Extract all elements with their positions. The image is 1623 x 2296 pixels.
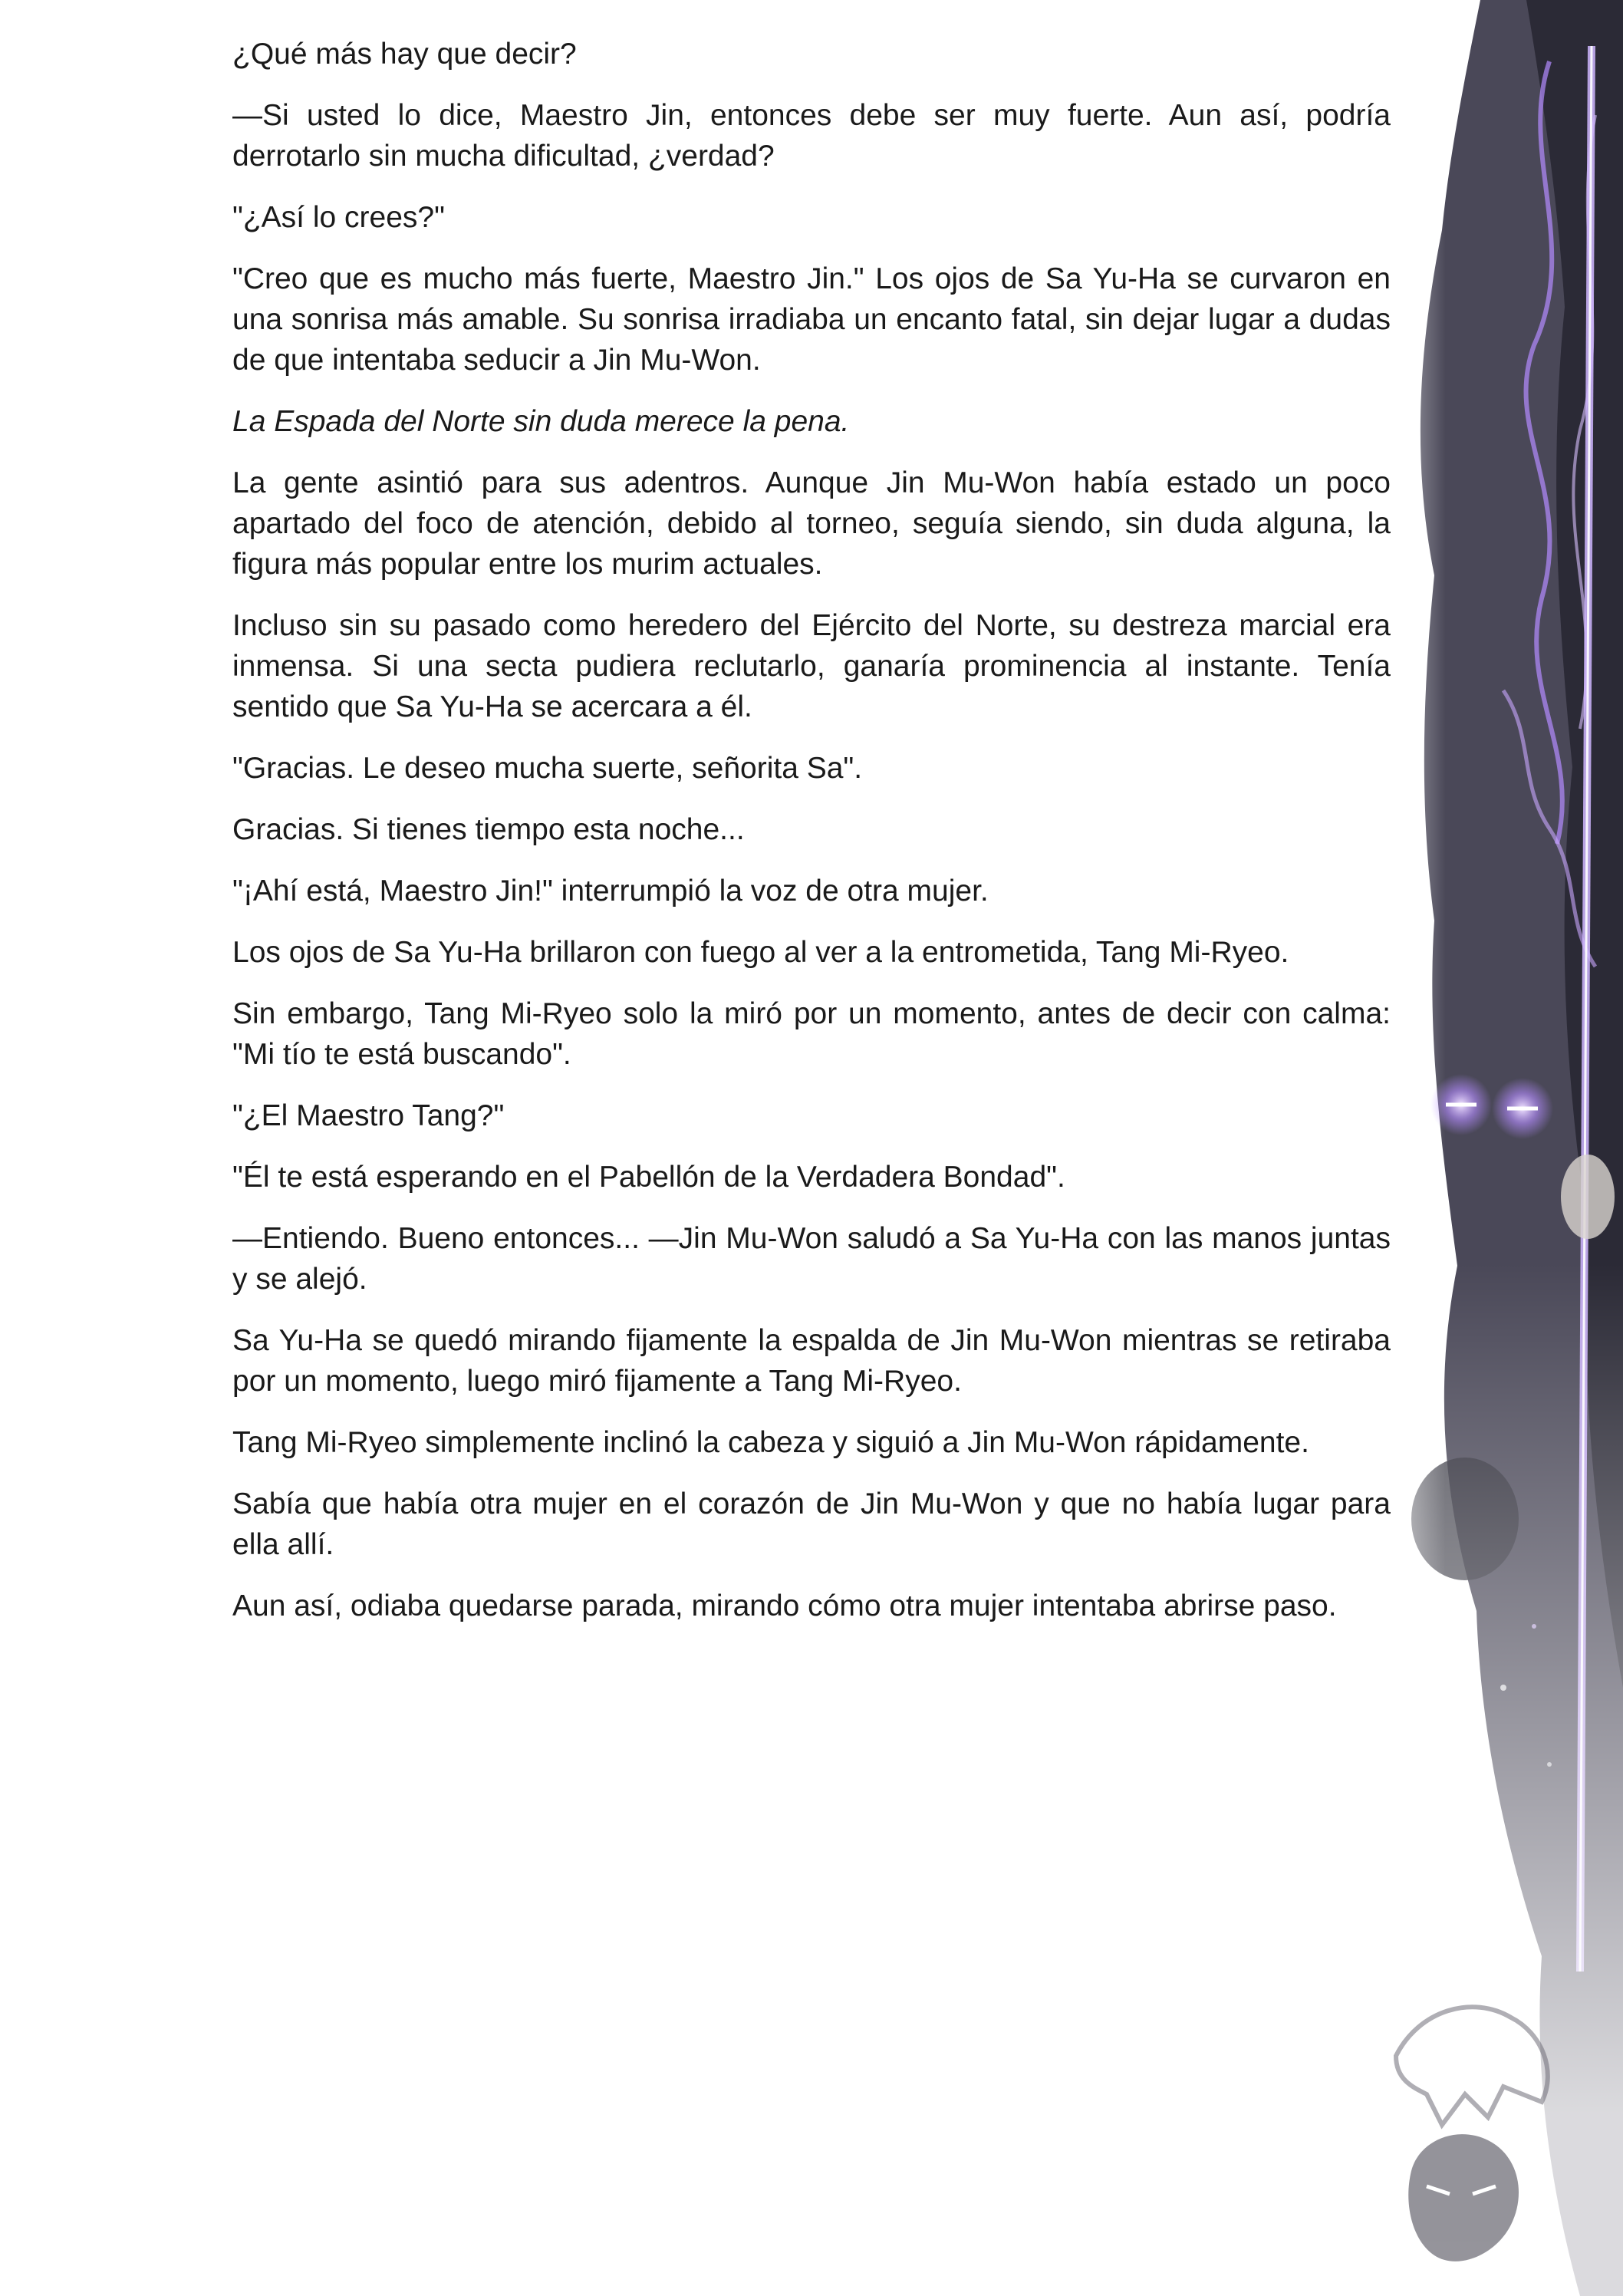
paragraph: Sin embargo, Tang Mi-Ryeo solo la miró por un momento, antes de decir con calma: "Mi tío te está buscando".: [232, 997, 1391, 1071]
paragraph: Tang Mi-Ryeo simplemente inclinó la cabeza y siguió a Jin Mu-Won rápidamente.: [232, 1426, 1309, 1459]
paragraph: "¿Así lo crees?": [232, 201, 445, 234]
paragraph: Los ojos de Sa Yu-Ha brillaron con fuego al ver a la entrometida, Tang Mi-Ryeo.: [232, 936, 1289, 969]
paragraph: ¿Qué más hay que decir?: [232, 38, 577, 71]
body-text: [232, 34, 1391, 1647]
paragraph: —Si usted lo dice, Maestro Jin, entonces debe ser muy fuerte. Aun así, podría derrotarlo sin mucha dificultad, ¿verdad?: [232, 99, 1391, 173]
paragraph: Incluso sin su pasado como heredero del Ejército del Norte, su destreza marcial era inmensa. Si una secta pudiera reclutarlo, ganaría prominencia al instante. Tenía sentido que Sa Yu-Ha se acercara a él.: [232, 609, 1391, 723]
paragraph: "¿El Maestro Tang?": [232, 1099, 505, 1132]
paragraph: La gente asintió para sus adentros. Aunque Jin Mu-Won había estado un poco apartado del foco de atención, debido al torneo, seguía siendo, sin duda alguna, la figura más popular entre los murim actuales.: [232, 466, 1391, 581]
paragraph: "Él te está esperando en el Pabellón de la Verdadera Bondad".: [232, 1161, 1065, 1194]
paragraph: —Entiendo. Bueno entonces... —Jin Mu-Won saludó a Sa Yu-Ha con las manos juntas y se alejó.: [232, 1222, 1391, 1296]
paragraph-italic: La Espada del Norte sin duda merece la pena.: [232, 405, 850, 438]
paragraph: Sabía que había otra mujer en el corazón de Jin Mu-Won y que no había lugar para ella allí.: [232, 1487, 1391, 1561]
paragraph: "¡Ahí está, Maestro Jin!" interrumpió la voz de otra mujer.: [232, 875, 989, 908]
paragraph: "Creo que es mucho más fuerte, Maestro Jin." Los ojos de Sa Yu-Ha se curvaron en una sonrisa más amable. Su sonrisa irradiaba un encanto fatal, sin dejar lugar a dudas de que intentaba seducir a Jin Mu-Won.: [232, 262, 1391, 377]
paragraph: Sa Yu-Ha se quedó mirando fijamente la espalda de Jin Mu-Won mientras se retiraba por un momento, luego miró fijamente a Tang Mi-Ryeo.: [232, 1324, 1391, 1398]
paragraph: "Gracias. Le deseo mucha suerte, señorita Sa".: [232, 752, 863, 785]
warrior-illustration-icon: [1350, 0, 1623, 2296]
paragraph: Gracias. Si tienes tiempo esta noche...: [232, 813, 745, 846]
paragraph: Aun así, odiaba quedarse parada, mirando cómo otra mujer intentaba abrirse paso.: [232, 1589, 1337, 1622]
